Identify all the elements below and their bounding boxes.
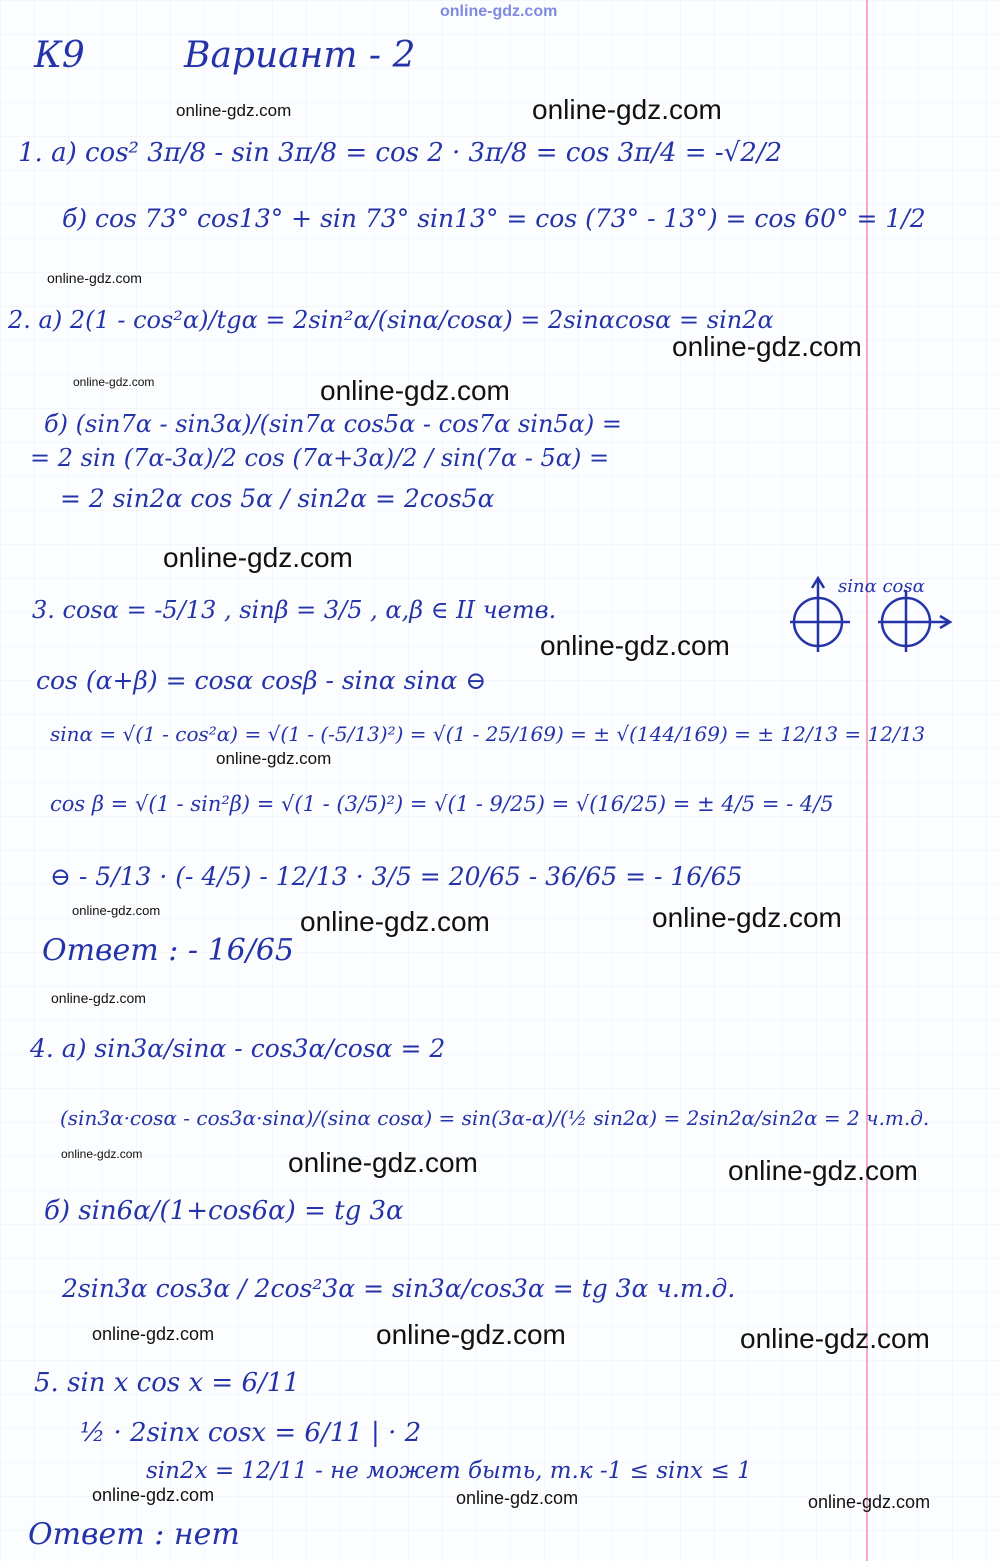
watermark: online-gdz.com [163, 542, 353, 573]
watermark: online-gdz.com [288, 1147, 478, 1178]
problem-4b: б) sin6α/(1+cos6α) = tg 3α [44, 1196, 404, 1226]
problem-2a: 2. а) 2(1 - cos²α)/tgα = 2sin²α/(sinα/cosα) = 2sinαcosα = sin2α [8, 306, 774, 334]
watermark: online-gdz.com [92, 1485, 215, 1505]
watermark: online-gdz.com [47, 270, 142, 286]
problem-5-step: ½ · 2sinx cosx = 6/11 | · 2 [80, 1418, 422, 1448]
watermark: online-gdz.com [216, 749, 332, 768]
watermark: online-gdz.com [540, 630, 730, 661]
watermark: online-gdz.com [740, 1323, 930, 1354]
problem-5-conclusion: sin2x = 12/11 - не может быть, т.к -1 ≤ sinx ≤ 1 [146, 1458, 752, 1484]
watermark: online-gdz.com [728, 1155, 918, 1186]
watermark: online-gdz.com [808, 1492, 931, 1512]
problem-1b: б) cos 73° cos13° + sin 73° sin13° = cos (73° - 13°) = cos 60° = 1/2 [62, 204, 926, 233]
watermark: online-gdz.com [176, 101, 292, 120]
problem-1a: 1. а) cos² 3π/8 - sin 3π/8 = cos 2 · 3π/8 = cos 3π/4 = -√2/2 [18, 138, 783, 168]
header-number: К9 [34, 35, 85, 76]
problem-2b-line2: = 2 sin (7α-3α)/2 cos (7α+3α)/2 / sin(7α - 5α) = [30, 444, 610, 472]
watermark: online-gdz.com [51, 990, 146, 1006]
watermark: online-gdz.com [532, 94, 722, 125]
watermark: online-gdz.com [320, 375, 510, 406]
watermark: online-gdz.com [72, 903, 161, 918]
problem-5-equation: 5. sin x cos x = 6/11 [34, 1368, 300, 1398]
header-variant: Вариант - 2 [184, 35, 416, 76]
watermark: online-gdz.com [440, 3, 558, 20]
problem-2b-line1: б) (sin7α - sin3α)/(sin7α cos5α - cos7α sin5α) = [44, 410, 622, 438]
watermark: online-gdz.com [376, 1319, 566, 1350]
watermark: online-gdz.com [73, 375, 155, 389]
problem-3-compute: ⊖ - 5/13 · (- 4/5) - 12/13 · 3/5 = 20/65 - 36/65 = - 16/65 [50, 862, 743, 891]
watermark: online-gdz.com [300, 906, 490, 937]
problem-2b-line3: = 2 sin2α cos 5α / sin2α = 2cos5α [60, 484, 495, 513]
problem-3-answer: Ответ : - 16/65 [42, 933, 295, 968]
watermark: online-gdz.com [672, 331, 862, 362]
watermark: online-gdz.com [652, 902, 842, 933]
quadrant-labels: sinα cosα [838, 576, 925, 597]
problem-4a: 4. а) sin3α/sinα - cos3α/cosα = 2 [30, 1034, 446, 1063]
problem-4a-proof: (sin3α·cosα - cos3α·sinα)/(sinα cosα) = sin(3α-α)/(½ sin2α) = 2sin2α/sin2α = 2 ч.т.д. [60, 1106, 930, 1130]
cos-circle-sketch [878, 590, 950, 652]
watermark: online-gdz.com [92, 1324, 215, 1344]
problem-5-answer: Ответ : нет [28, 1517, 240, 1552]
problem-3-given: 3. cosα = -5/13 , sinβ = 3/5 , α,β ∈ II четв. [32, 596, 557, 624]
problem-3-formula: cos (α+β) = cosα cosβ - sinα sinα ⊖ [36, 666, 487, 695]
problem-3-sin-alpha: sinα = √(1 - cos²α) = √(1 - (-5/13)²) = √(1 - 25/169) = ± √(144/169) = ± 12/13 = 12/13 [50, 722, 926, 746]
watermark: online-gdz.com [61, 1147, 143, 1161]
problem-4b-proof: 2sin3α cos3α / 2cos²3α = sin3α/cos3α = tg 3α ч.т.д. [62, 1274, 736, 1303]
problem-3-cos-beta: cos β = √(1 - sin²β) = √(1 - (3/5)²) = √(1 - 9/25) = √(16/25) = ± 4/5 = - 4/5 [50, 792, 834, 816]
watermark: online-gdz.com [456, 1488, 579, 1508]
